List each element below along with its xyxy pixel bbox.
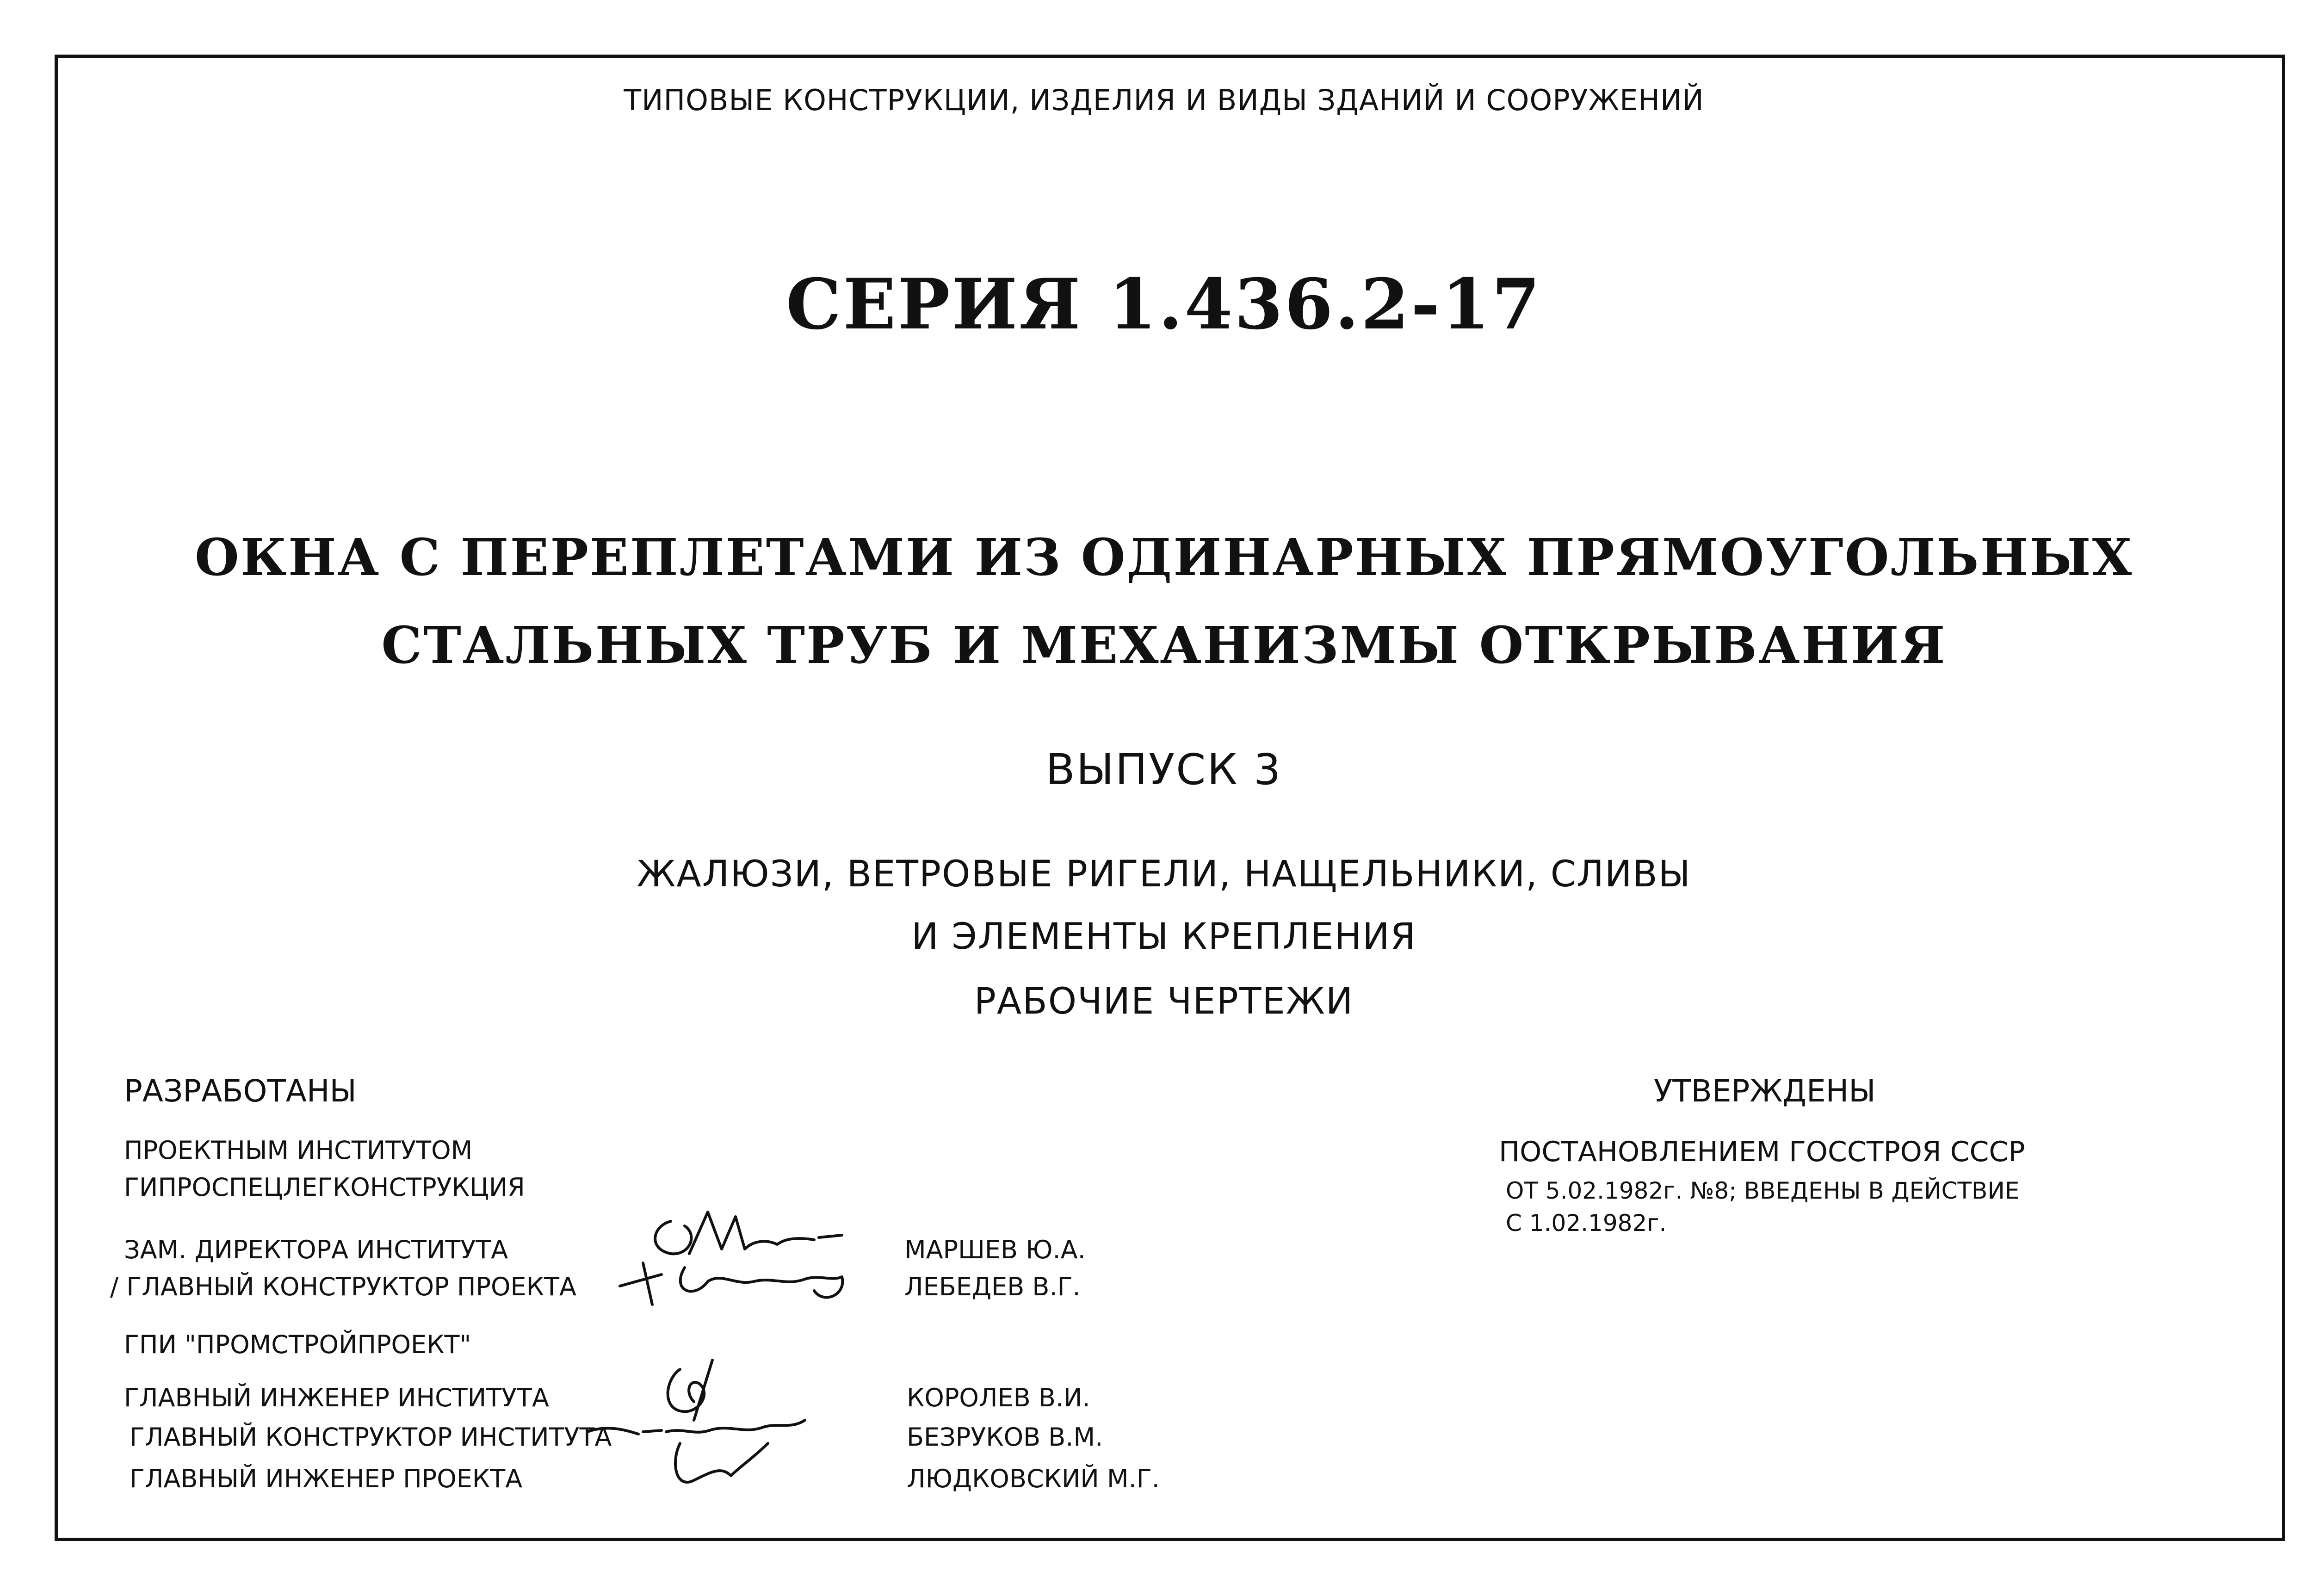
- title-line-2: СТАЛЬНЫХ ТРУБ И МЕХАНИЗМЫ ОТКРЫВАНИЯ: [381, 615, 1947, 675]
- document-header: ТИПОВЫЕ КОНСТРУКЦИИ, ИЗДЕЛИЯ И ВИДЫ ЗДАНИЙ И СООРУЖЕНИЙ: [624, 83, 1704, 117]
- series-number: СЕРИЯ 1.436.2-17: [785, 264, 1542, 345]
- approved-line-1: ПОСТАНОВЛЕНИЕМ ГОССТРОЯ СССР: [1499, 1136, 2025, 1168]
- signature-marshev: [601, 1194, 860, 1314]
- signature-korolev-group: [574, 1351, 833, 1499]
- approved-line-3: С 1.02.1982г.: [1506, 1210, 1667, 1237]
- role-chief-engineer-institute: ГЛАВНЫЙ ИНЖЕНЕР ИНСТИТУТА: [124, 1383, 549, 1412]
- developed-org-line-2: ГИПРОСПЕЦЛЕГКОНСТРУКЦИЯ: [124, 1173, 525, 1202]
- title-line-1: ОКНА С ПЕРЕПЛЕТАМИ ИЗ ОДИНАРНЫХ ПРЯМОУГОЛЬНЫХ: [194, 527, 2134, 587]
- issue-number: ВЫПУСК 3: [1045, 745, 1282, 794]
- role-chief-designer-project: / ГЛАВНЫЙ КОНСТРУКТОР ПРОЕКТА: [110, 1272, 576, 1301]
- role-deputy-director: ЗАМ. ДИРЕКТОРА ИНСТИТУТА: [124, 1235, 508, 1264]
- developed-org-line-1: ПРОЕКТНЫМ ИНСТИТУТОМ: [124, 1136, 473, 1165]
- name-marshev: МАРШЕВ Ю.А.: [904, 1235, 1086, 1264]
- name-korolev: КОРОЛЕВ В.И.: [907, 1383, 1090, 1412]
- role-chief-engineer-project: ГЛАВНЫЙ ИНЖЕНЕР ПРОЕКТА: [130, 1464, 523, 1493]
- role-chief-designer-institute: ГЛАВНЫЙ КОНСТРУКТОР ИНСТИТУТА: [130, 1423, 612, 1452]
- developed-org-2: ГПИ "ПРОМСТРОЙПРОЕКТ": [124, 1330, 471, 1359]
- name-bezrukov: БЕЗРУКОВ В.М.: [907, 1423, 1103, 1452]
- subtitle-line-1: ЖАЛЮЗИ, ВЕТРОВЫЕ РИГЕЛИ, НАЩЕЛЬНИКИ, СЛИВЫ: [637, 854, 1691, 895]
- approved-line-2: ОТ 5.02.1982г. №8; ВВЕДЕНЫ В ДЕЙСТВИЕ: [1506, 1177, 2020, 1204]
- approved-heading: УТВЕРЖДЕНЫ: [1654, 1073, 1876, 1109]
- subtitle-line-2: И ЭЛЕМЕНТЫ КРЕПЛЕНИЯ: [911, 916, 1416, 958]
- developed-heading: РАЗРАБОТАНЫ: [124, 1073, 357, 1109]
- subtitle-line-3: РАБОЧИЕ ЧЕРТЕЖИ: [974, 981, 1354, 1022]
- name-lyudkovsky: ЛЮДКОВСКИЙ М.Г.: [907, 1464, 1160, 1493]
- name-lebedev: ЛЕБЕДЕВ В.Г.: [904, 1272, 1081, 1301]
